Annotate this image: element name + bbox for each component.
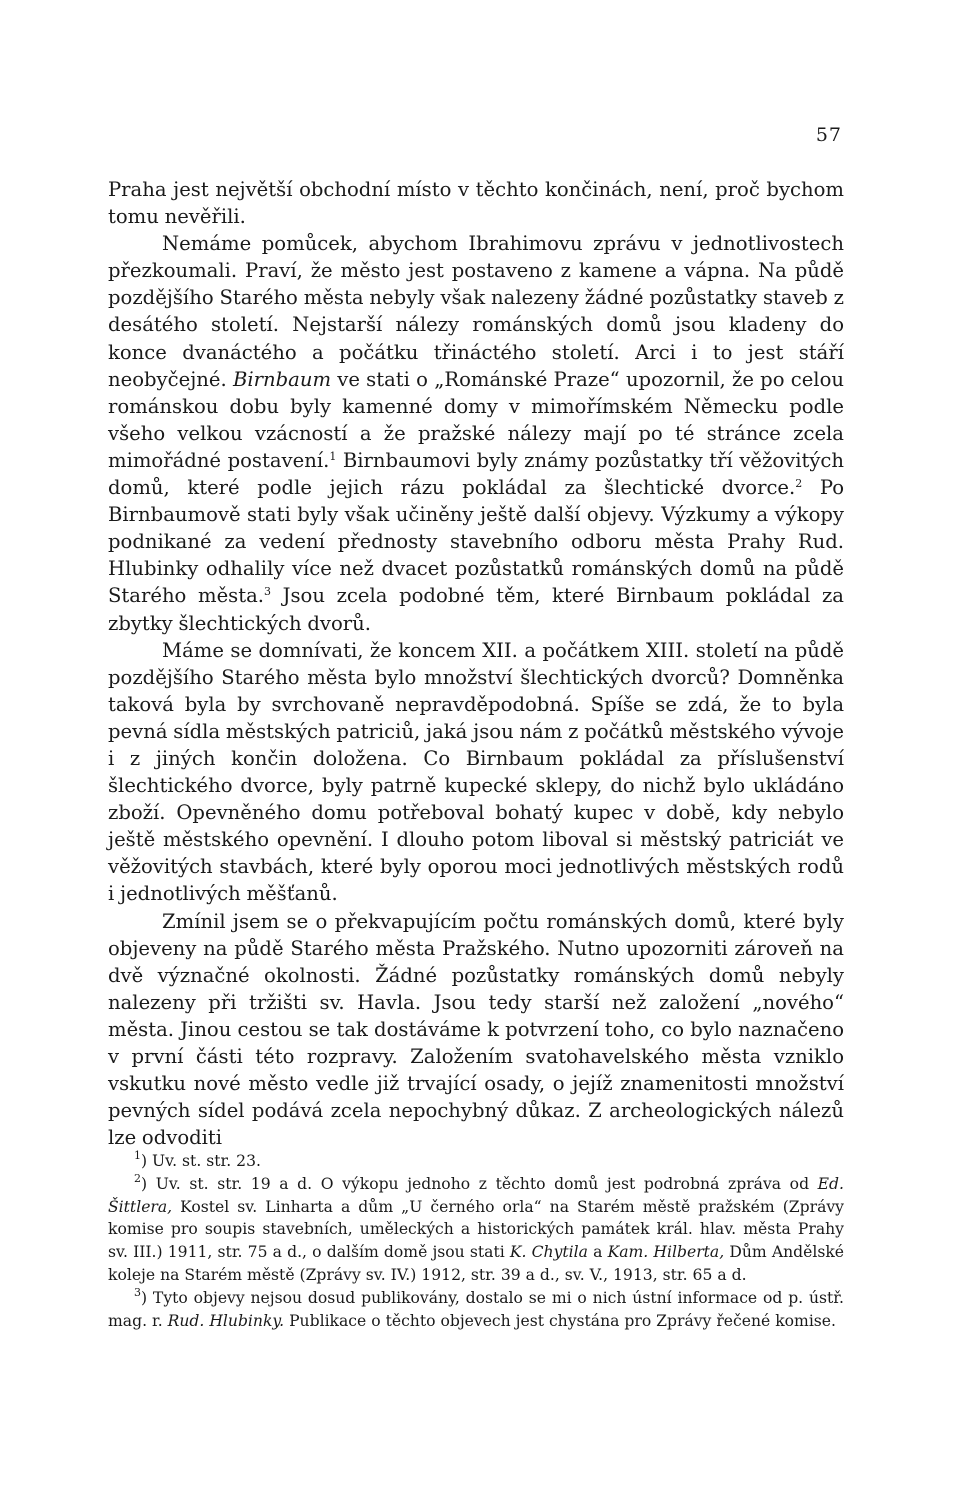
footnote bbox=[108, 1150, 844, 1173]
text-run: Publikace o těchto objevech jest chystána pro Zprávy řečené komise. bbox=[284, 1311, 836, 1330]
footnote-marker: 2 bbox=[134, 1171, 141, 1185]
page-number: 57 bbox=[815, 124, 842, 146]
footnote-marker: 3 bbox=[134, 1285, 141, 1299]
text-run: Jsou zcela podobné těm, které Birnbaum pokládal za zbytky šlechtických dvorů. bbox=[108, 584, 844, 635]
footnote bbox=[108, 1173, 844, 1287]
footnote-marker: 2 bbox=[795, 477, 803, 491]
footnotes bbox=[108, 1150, 844, 1332]
paragraph bbox=[108, 637, 844, 908]
text-run: a bbox=[587, 1243, 608, 1262]
text-run: ve stati o „Románské Praze“ upozornil, že po celou románskou dobu byly kamenné domy v mimořímském Německu podle všeho velkou vzácností a že pražské nálezy mají po té stránce zcela mimořádné postavení. bbox=[108, 367, 844, 472]
footnote-marker: 1 bbox=[134, 1149, 141, 1162]
text-run: Kostel sv. Linharta a dům „U černého orla“ na Starém městě pražském (Zprávy komise pro soupis stavebních, uměleckých a historických památek král. hlav. města Prahy sv. III.) 1911, str. 75 a d., o dalším domě jsou stati bbox=[108, 1197, 844, 1262]
text-run: Dům Andělské koleje na Starém městě (Zprávy sv. IV.) 1912, str. 39 a d., sv. V., 1913, str. 65 a d. bbox=[108, 1243, 844, 1284]
text-run: Praha jest největší obchodní místo v těchto končinách, není, proč bychom tomu nevěřili. bbox=[108, 178, 844, 229]
italic-text: Kam. Hilberta, bbox=[607, 1243, 725, 1262]
text-run: Nemáme pomůcek, abychom Ibrahimovu zprávu v jednotlivostech přezkoumali. Praví, že město jest postaveno z kamene a vápna. Na půdě pozdějšího Starého města nebyly však nalezeny žádné pozůstatky staveb z desátého století. Nejstarší nálezy románských domů jsou kladeny do konce dvanáctého a počátku třináctého století. Arci i to jest stáří neobyčejné. bbox=[108, 232, 844, 391]
footnote bbox=[108, 1287, 844, 1333]
italic-text: Ed. Šittlera, bbox=[108, 1174, 844, 1216]
paragraph bbox=[108, 176, 844, 230]
paragraph bbox=[108, 230, 844, 636]
text-run: Máme se domnívati, že koncem XII. a počátkem XIII. století na půdě pozdějšího Starého města bylo množství šlechtických dvorců? Domněnka taková byla by svrchovaně nepravděpodobná. Spíše se zdá, že to byla pevná sídla městských patriciů, jaká jsou nám z počátků městského vývoje i z jiných končin doložena. Co Birnbaum pokládal za příslušenství šlechtického dvorce, byly patrně kupecké sklepy, do nichž bylo ukládáno zboží. Opevněného domu potřeboval bohatý kupec v době, kdy nebylo ještě městského opevnění. I dlouho potom liboval si městský patriciát ve věžovitých stavbách, které byly oporou moci jednotlivých městských rodů i jednotlivých měšťanů. bbox=[108, 638, 844, 906]
italic-text: Rud. Hlubinky. bbox=[167, 1311, 285, 1330]
text-run: ) Uv. st. str. 19 a d. O výkopu jednoho z těchto domů jest podrobná zpráva od bbox=[141, 1174, 818, 1193]
text-run: ) Uv. st. str. 23. bbox=[141, 1152, 261, 1170]
text-run: Birnbaumovi byly známy pozůstatky tří věžovitých domů, které podle jejich rázu pokládal za šlechtické dvorce. bbox=[108, 448, 844, 500]
footnote-marker: 1 bbox=[329, 449, 337, 463]
footnote-marker: 3 bbox=[264, 585, 272, 599]
italic-text: K. Chytila bbox=[509, 1243, 588, 1262]
italic-text: Birnbaum bbox=[232, 367, 332, 391]
text-run: Po Birnbaumově stati byly však učiněny ještě další objevy. Výzkumy a výkopy podnikané za vedení přednosty stavebního odboru města Prahy Rud. Hlubinky odhalily více než dvacet pozůstatků románských domů na půdě Starého města. bbox=[108, 476, 844, 608]
text-run: Zmínil jsem se o překvapujícím počtu románských domů, které byly objeveny na půdě Starého města Pražského. Nutno upozorniti zároveň na dvě význačné okolnosti. Žádné pozůstatky románských domů nebyly nalezeny při tržišti sv. Havla. Jsou tedy starší než založení „nového“ města. Jinou cestou se tak dostáváme k potvrzení toho, co bylo naznačeno v první části této rozpravy. Založením svatohavelského města vzniklo vskutku nové město vedle již trvající osady, o jejíž znamenitosti množství pevných sídel podává zcela nepochybný důkaz. Z archeologických nálezů lze odvoditi bbox=[108, 909, 844, 1150]
body-text bbox=[108, 176, 844, 1151]
paragraph bbox=[108, 908, 844, 1152]
text-run: ) Tyto objevy nejsou dosud publikovány, dostalo se mi o nich ústní informace od p. ústř. mag. r. bbox=[108, 1288, 844, 1330]
